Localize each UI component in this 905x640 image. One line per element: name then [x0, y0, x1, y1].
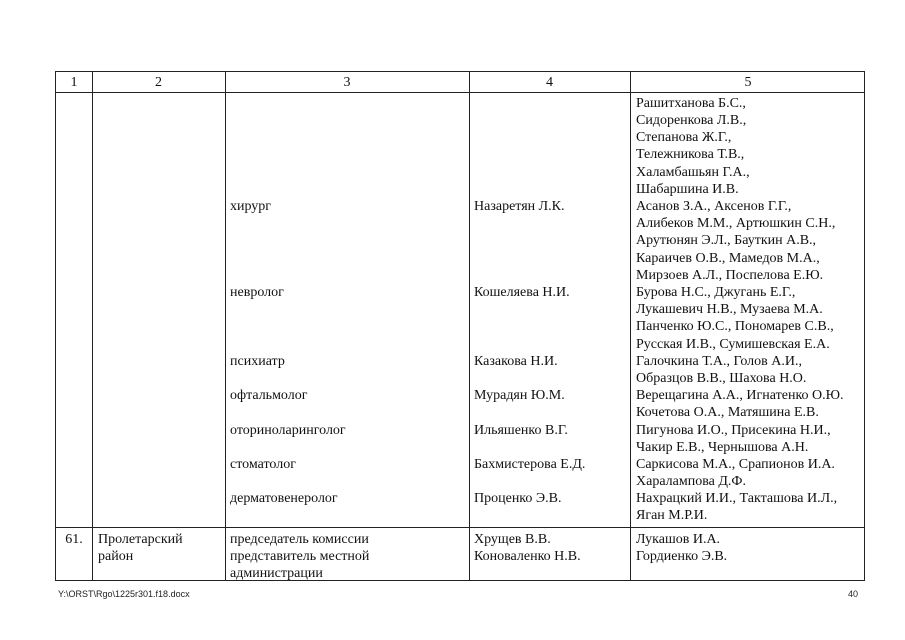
specialty-label: дерматовенеролог	[230, 491, 338, 506]
role-line: председатель комиссии	[230, 532, 369, 547]
head-name: Хрущев В.В.	[474, 532, 551, 547]
member-line: Сидоренкова Л.В.,	[636, 113, 747, 128]
specialty-label: оториноларинголог	[230, 423, 346, 438]
member-line: Саркисова М.А., Срапионов И.А.	[636, 457, 835, 472]
member-line: Халамбашьян Г.А.,	[636, 165, 750, 180]
member-line: Асанов З.А., Аксенов Г.Г.,	[636, 199, 792, 214]
district-name: Пролетарский	[98, 532, 183, 547]
specialty-head: Проценко Э.В.	[474, 491, 562, 506]
member-line: Русская И.В., Сумишевская Е.А.	[636, 337, 830, 352]
header-cell-5: 5	[744, 75, 752, 90]
member-line: Нахрацкий И.И., Такташова И.Л.,	[636, 491, 838, 506]
row-number: 61.	[65, 532, 83, 547]
column-divider	[92, 72, 93, 580]
page-number: 40	[848, 589, 859, 599]
row-divider	[56, 527, 864, 528]
member-line: Караичев О.В., Мамедов М.А.,	[636, 251, 820, 266]
document-table	[55, 71, 865, 581]
column-divider	[630, 72, 631, 580]
member-line: Алибеков М.М., Артюшкин С.Н.,	[636, 216, 836, 231]
header-cell-3: 3	[343, 75, 351, 90]
specialty-label: психиатр	[230, 354, 285, 369]
member-line: Мирзоев А.Л., Поспелова Е.Ю.	[636, 268, 824, 283]
specialty-label: невролог	[230, 285, 284, 300]
role-line: администрации	[230, 566, 323, 581]
head-name: Коноваленко Н.В.	[474, 549, 581, 564]
member-line: Харалампова Д.Ф.	[636, 474, 746, 489]
column-divider	[469, 72, 470, 580]
member-line: Лукашов И.А.	[636, 532, 721, 547]
member-line: Гордиенко Э.В.	[636, 549, 728, 564]
specialty-label: хирург	[230, 199, 272, 214]
specialty-head: Ильяшенко В.Г.	[474, 423, 568, 438]
member-line: Образцов В.В., Шахова Н.О.	[636, 371, 807, 386]
specialty-head: Бахмистерова Е.Д.	[474, 457, 586, 472]
member-line: Бурова Н.С., Джугань Е.Г.,	[636, 285, 796, 300]
specialty-label: стоматолог	[230, 457, 296, 472]
specialty-head: Казакова Н.И.	[474, 354, 558, 369]
member-line: Яган М.Р.И.	[636, 508, 708, 523]
specialty-label: офтальмолог	[230, 388, 308, 403]
member-line: Чакир Е.В., Чернышова А.Н.	[636, 440, 809, 455]
specialty-head: Назаретян Л.К.	[474, 199, 565, 214]
column-divider	[225, 72, 226, 580]
header-cell-4: 4	[546, 75, 553, 90]
district-name: район	[98, 549, 134, 564]
specialty-head: Мурадян Ю.М.	[474, 388, 565, 403]
member-line: Степанова Ж.Г.,	[636, 130, 732, 145]
member-line: Шабаршина И.В.	[636, 182, 739, 197]
member-line: Пигунова И.О., Присекина Н.И.,	[636, 423, 831, 438]
member-line: Лукашевич Н.В., Музаева М.А.	[636, 302, 823, 317]
header-cell-1: 1	[70, 75, 78, 90]
file-path: Y:\ORST\Rgo\1225r301.f18.docx	[58, 589, 190, 599]
member-line: Тележникова Т.В.,	[636, 147, 745, 162]
member-line: Арутюнян Э.Л., Бауткин А.В.,	[636, 233, 817, 248]
specialty-head: Кошеляева Н.И.	[474, 285, 570, 300]
member-line: Верещагина А.А., Игнатенко О.Ю.	[636, 388, 844, 403]
header-cell-2: 2	[155, 75, 162, 90]
role-line: представитель местной	[230, 549, 370, 564]
member-line: Галочкина Т.А., Голов А.И.,	[636, 354, 803, 369]
member-line: Рашитханова Б.С.,	[636, 96, 746, 111]
member-line: Панченко Ю.С., Пономарев С.В.,	[636, 319, 834, 334]
member-line: Кочетова О.А., Матяшина Е.В.	[636, 405, 819, 420]
